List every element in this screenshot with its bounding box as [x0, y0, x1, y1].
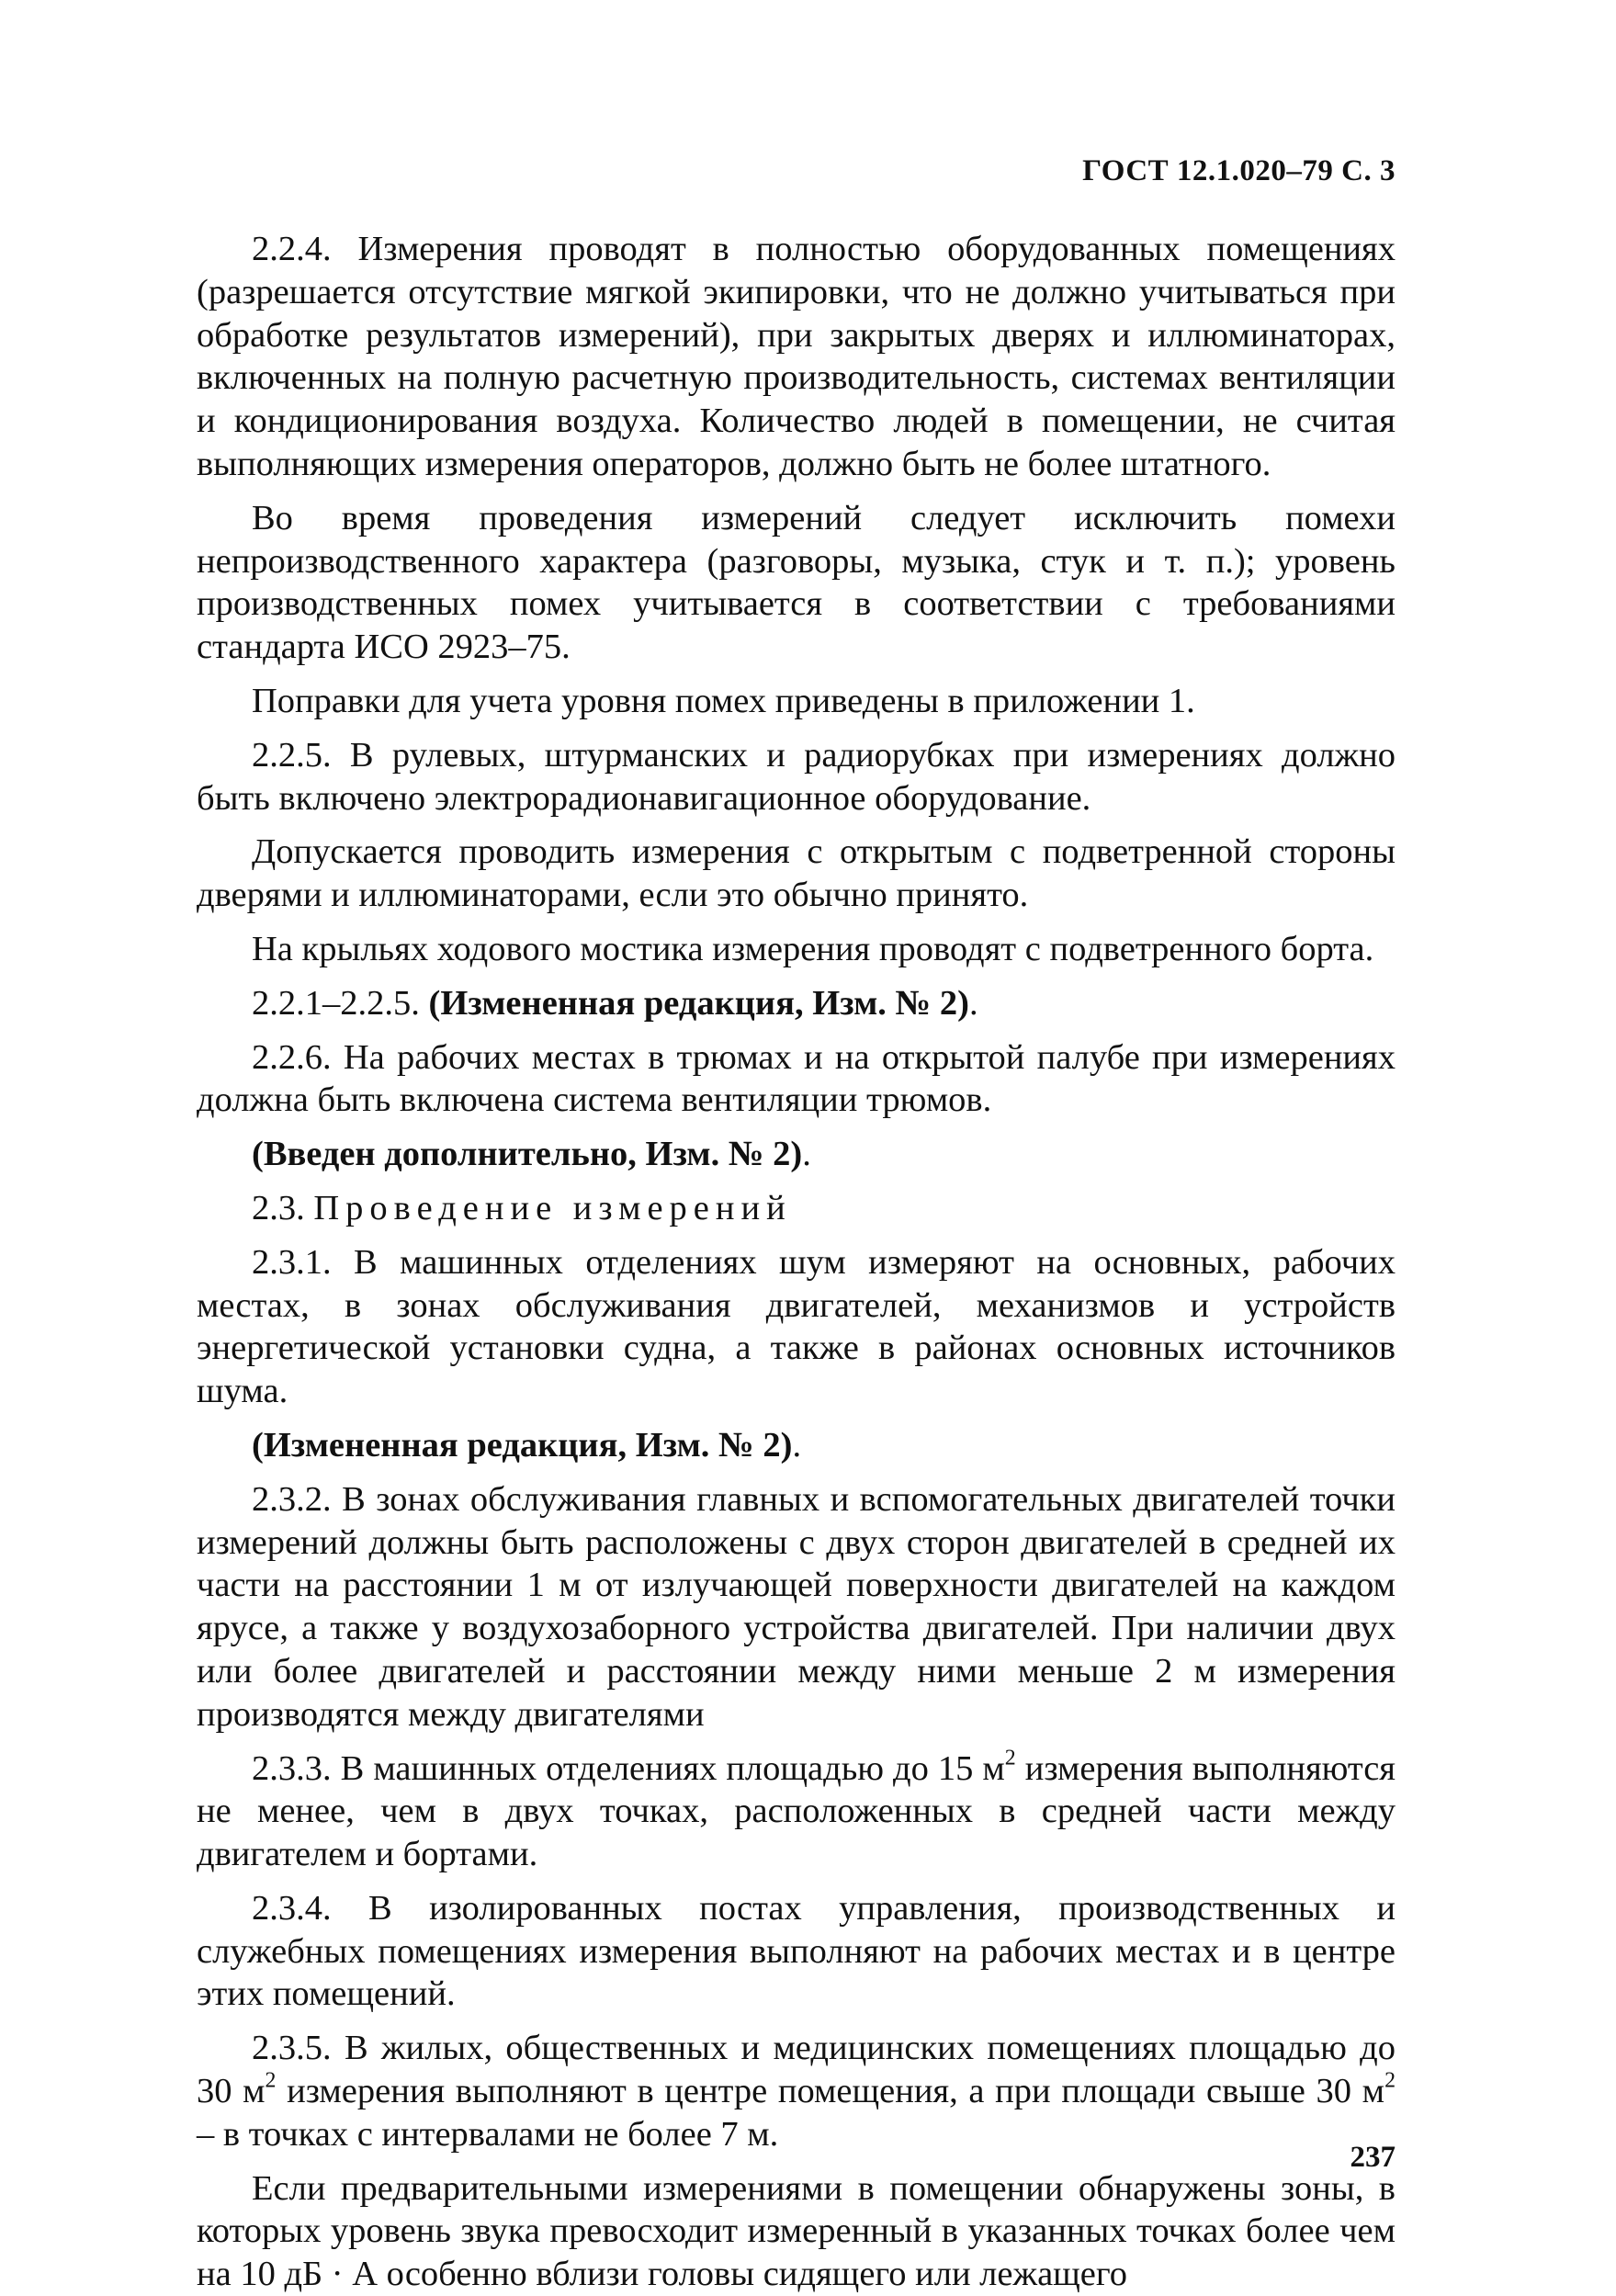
paragraph-2-3-4: 2.3.4. В изолированных постах управления, производственных и служебных помещениях измерения выполняют на рабочих местах и в центре этих помещений. — [197, 1888, 1396, 2014]
amendment-note: (Измененная редакция, Изм. № 2) — [428, 983, 969, 1023]
amendment-period: . — [792, 1425, 802, 1465]
paragraph-preliminary-measurements: Если предварительными измерениями в помещении обнаружены зоны, в которых уровень звука превосходит измеренный в указанных точках более чем на 10 дБ · А особенно вблизи головы сидящего или лежащего — [197, 2168, 1396, 2294]
paragraph-2-3-2: 2.3.2. В зонах обслуживания главных и вспомогательных двигателей точки измерений должны быть расположены с двух сторон двигателей в средней их части на расстоянии 1 м от излучающей поверхности двигателей на каждом ярусе, а также у воздухозаборного устройства двигателей. При наличии двух или более двигателей и расстоянии между ними меньше 2 м измерения производятся между двигателями — [197, 1479, 1396, 1734]
paragraph-2-2-6: 2.2.6. На рабочих местах в трюмах и на открытой палубе при измерениях должна быть включена система вентиляции трюмов. — [197, 1037, 1396, 1120]
amendment-note: (Измененная редакция, Изм. № 2) — [252, 1425, 793, 1465]
paragraph-amendment-2-3-1 — [197, 1424, 1396, 1467]
section-heading-2-3 — [197, 1187, 1396, 1230]
paragraph-bridge-wings: На крыльях ходового мостика измерения проводят с подветренного борта. — [252, 929, 1374, 968]
added-note-period: . — [802, 1135, 811, 1174]
superscript: 2 — [265, 2068, 277, 2093]
text-run: 2.3.3. В машинных отделениях площадью до 15 м — [252, 1748, 1005, 1788]
superscript: 2 — [1004, 1745, 1016, 1770]
added-note: (Введен дополнительно, Изм. № 2) — [252, 1135, 803, 1174]
paragraph-corrections: Поправки для учета уровня помех приведены в приложении 1. — [252, 681, 1195, 720]
text-run: 2.3.5. В жилых, общественных и медицинских помещениях площадью до 30 м — [197, 2029, 1396, 2111]
text-run: – в точках с интервалами не более 7 м. — [197, 2114, 779, 2154]
paragraph-2-3-3 — [197, 1747, 1396, 1876]
amendment-range: 2.2.1–2.2.5. — [252, 983, 429, 1023]
paragraph-2-2-5: 2.2.5. В рулевых, штурманских и радиорубках при измерениях должно быть включено электрорадионавигационное оборудование. — [197, 735, 1396, 818]
paragraph-open-doors: Допускается проводить измерения с открытым с подветренной стороны дверями и иллюминаторами, если это обычно принято. — [197, 832, 1396, 915]
paragraph-interference: Во время проведения измерений следует исключить помехи непроизводственного характера (разговоры, музыка, стук и т. п.); уровень производственных помех учитывается в соответствии с требованиями стандарта ИСО 2923–75. — [197, 498, 1396, 667]
superscript: 2 — [1384, 2068, 1396, 2093]
paragraph-amendment-2-2-1 — [197, 982, 1396, 1025]
text-run: измерения выполняются не менее, чем в двух точках, расположенных в средней части между двигателем и бортами. — [197, 1748, 1396, 1874]
body-text — [197, 228, 1396, 2296]
section-title: Проведение измерений — [313, 1188, 792, 1227]
paragraph-2-3-1: 2.3.1. В машинных отделениях шум измеряют на основных, рабочих местах, в зонах обслуживания двигателей, механизмов и устройств энергетической установки судна, а также в районах основных источников шума. — [197, 1242, 1396, 1411]
running-header: ГОСТ 12.1.020–79 С. 3 — [1082, 154, 1396, 187]
page-number: 237 — [1350, 2141, 1396, 2174]
paragraph-added-note — [197, 1133, 1396, 1176]
text-run: измерения выполняют в центре помещения, а при площади свыше 30 м — [276, 2072, 1385, 2111]
paragraph-2-3-5 — [197, 2027, 1396, 2155]
section-number: 2.3. — [252, 1188, 314, 1227]
paragraph-2-2-4: 2.2.4. Измерения проводят в полностью оборудованных помещениях (разрешается отсутствие мягкой экипировки, что не должно учитываться при обработке результатов измерений), при закрытых дверях и иллюминаторах, включенных на полную расчетную производительность, системах вентиляции и кондиционирования воздуха. Количество людей в помещении, не считая выполняющих измерения операторов, должно быть не более штатного. — [197, 230, 1396, 483]
amendment-period: . — [968, 983, 978, 1023]
